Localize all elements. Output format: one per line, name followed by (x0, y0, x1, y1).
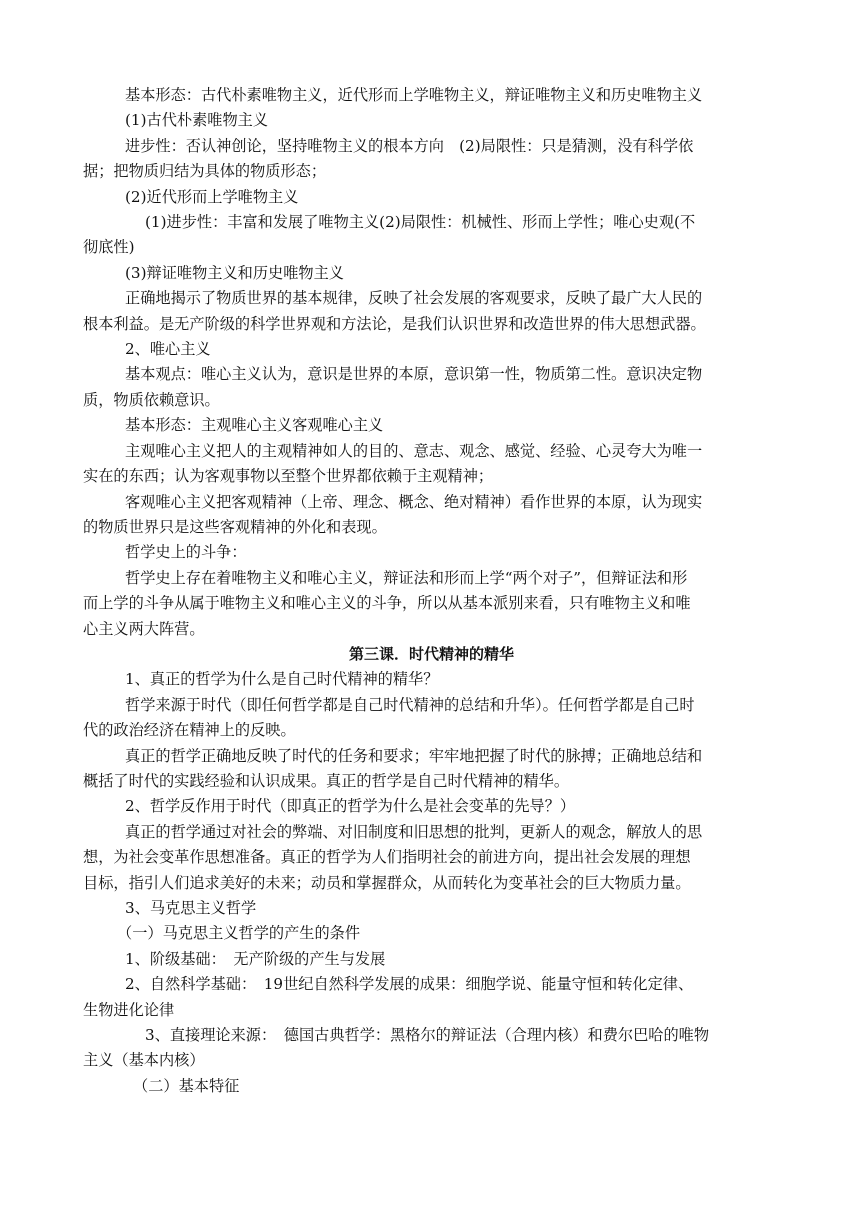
text-line: 彻底性) (83, 238, 135, 257)
text-line: （二）基本特征 (133, 1076, 240, 1095)
text-line: （一）马克思主义哲学的产生的条件 (117, 924, 360, 943)
text-line: (1)古代朴素唯物主义 (125, 111, 269, 130)
text-line: 主义（基本内核） (83, 1051, 205, 1070)
text-line: 3、直接理论来源： 德国古典哲学：黑格尔的辩证法（合理内核）和费尔巴哈的唯物 (145, 1026, 710, 1045)
text-line: 2、哲学反作用于时代（即真正的哲学为什么是社会变革的先导？） (125, 797, 576, 816)
text-line: 进步性：否认神创论，坚持唯物主义的根本方向 (2)局限性：只是猜测，没有科学依 (125, 136, 694, 155)
text-line: (1)进步性：丰富和发展了唯物主义(2)局限性：机械性、形而上学性；唯心史观(不 (145, 213, 696, 232)
text-line: 基本形态：主观唯心主义客观唯心主义 (125, 416, 384, 435)
text-line: 2、唯心主义 (125, 340, 211, 359)
text-line: 1、阶级基础： 无产阶级的产生与发展 (125, 949, 386, 968)
text-line: 主观唯心主义把人的主观精神如人的目的、意志、观念、感觉、经验、心灵夸大为唯一 (125, 441, 703, 460)
text-line: 客观唯心主义把客观精神（上帝、理念、概念、绝对精神）看作世界的本原，认为现实 (125, 492, 703, 511)
section-heading: 第三课．时代精神的精华 (348, 644, 514, 663)
text-line: 根本利益。是无产阶级的科学世界观和方法论，是我们认识世界和改造世界的伟大思想武器。 (83, 314, 706, 333)
text-line: (2)近代形而上学唯物主义 (125, 187, 299, 206)
text-line: 概括了时代的实践经验和认识成果。真正的哲学是自己时代精神的精华。 (83, 771, 569, 790)
text-line: 实在的东西；认为客观事物以至整个世界都依赖于主观精神； (83, 467, 494, 486)
text-line: 心主义两大阵营。 (83, 619, 205, 638)
text-line: 据；把物质归结为具体的物质形态； (83, 162, 326, 181)
text-line: 真正的哲学通过对社会的弊端、对旧制度和旧思想的批判，更新人的观念，解放人的思 (125, 822, 703, 841)
text-line: 的物质世界只是这些客观精神的外化和表现。 (83, 517, 387, 536)
text-line: 哲学史上存在着唯物主义和唯心主义，辩证法和形而上学“两个对子”，但辩证法和形 (125, 568, 688, 587)
text-line: 1、真正的哲学为什么是自己时代精神的精华？ (125, 670, 439, 689)
text-line: (3)辩证唯物主义和历史唯物主义 (125, 263, 344, 282)
text-line: 质，物质依赖意识。 (83, 390, 220, 409)
text-line: 哲学来源于时代（即任何哲学都是自己时代精神的总结和升华）。任何哲学都是自己时 (125, 695, 695, 714)
text-line: 目标，指引人们追求美好的未来；动员和掌握群众，从而转化为变革社会的巨大物质力量。 (83, 873, 691, 892)
text-line: 而上学的斗争从属于唯物主义和唯心主义的斗争，所以从基本派别来看，只有唯物主义和唯 (83, 594, 691, 613)
text-line: 基本形态：古代朴素唯物主义，近代形而上学唯物主义，辩证唯物主义和历史唯物主义 (125, 86, 703, 104)
text-line: 3、马克思主义哲学 (125, 899, 257, 917)
text-line: 生物进化论律 (83, 1000, 175, 1019)
text-line: 基本观点：唯心主义认为，意识是世界的本原，意识第一性，物质第二性。意识决定物 (125, 365, 703, 384)
text-line: 哲学史上的斗争： (125, 543, 247, 562)
text-line: 想，为社会变革作思想准备。真正的哲学为人们指明社会的前进方向，提出社会发展的理想 (83, 848, 691, 867)
text-line: 真正的哲学正确地反映了时代的任务和要求；牢牢地把握了时代的脉搏；正确地总结和 (125, 746, 703, 765)
text-line: 正确地揭示了物质世界的基本规律，反映了社会发展的客观要求，反映了最广大人民的 (125, 289, 703, 308)
text-line: 2、自然科学基础： 19世纪自然科学发展的成果：细胞学说、能量守恒和转化定律、 (125, 975, 694, 994)
text-line: 代的政治经济在精神上的反映。 (83, 721, 296, 740)
